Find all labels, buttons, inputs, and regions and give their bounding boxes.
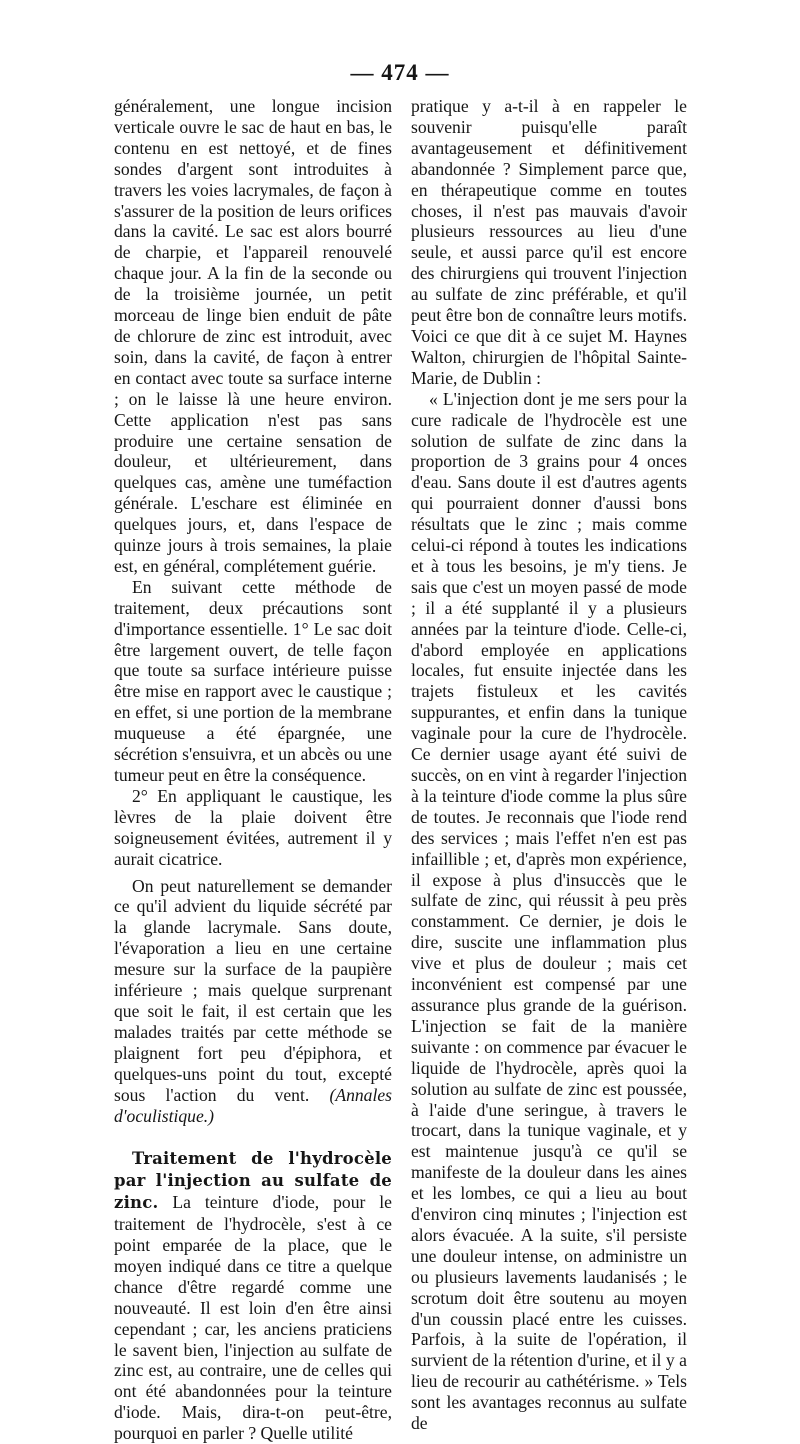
paragraph: [114, 876, 392, 1127]
paragraph: [114, 1148, 392, 1444]
paragraph: généralement, une longue incision verticale ouvre le sac de haut en bas, le contenu en est nettoyé, et de fines sondes d'argent sont introduites à travers les voies lacrymales, de façon à s'assurer de la position de leurs orifices dans la cavité. Le sac est alors bourré de charpie, et l'appareil renouvelé chaque jour. A la fin de la seconde ou de la troisième journée, un petit morceau de linge bien enduit de pâte de chlorure de zinc est introduit, avec soin, dans la cavité, de façon à entrer en contact avec toute sa surface interne ; on le laisse là une heure environ. Cette application n'est pas sans produire une certaine sensation de douleur, et ultérieurement, dans quelques cas, amène une tuméfaction générale. L'eschare est éliminée en quelques jours, et, dans l'espace de quinze jours à trois semaines, la plaie est, en général, complétement guérie.: [114, 96, 392, 576]
paragraph: pratique y a-t-il à en rappeler le souvenir puisqu'elle paraît avantageusement et définitivement abandonnée ? Simplement parce que, en thérapeutique comme en toutes choses, il n'est pas mauvais d'avoir plusieurs ressources au lieu d'une seule, et aussi parce qu'il est encore des chirurgiens qui trouvent l'injection au sulfate de zinc préférable, et qu'il peut être bon de connaître leurs motifs. Voici ce que dit à ce sujet M. Haynes Walton, chirurgien de l'hôpital Sainte-Marie, de Dublin :: [411, 96, 687, 388]
left-column: [114, 96, 392, 1444]
page-number: — 474 —: [350, 60, 450, 85]
paragraph: En suivant cette méthode de traitement, deux précautions sont d'importance essentielle. 1° Le sac doit être largement ouvert, de telle façon que toute sa surface intérieure puisse être mise en rapport avec le caustique ; en effet, si une portion de la membrane muqueuse a été épargnée, une sécrétion s'ensuivra, et un abcès ou une tumeur peut en être la conséquence.: [114, 576, 392, 785]
citation: (Annales d'oculistique.): [114, 1084, 393, 1126]
paragraph-text: On peut naturellement se demander ce qu'il advient du liquide sécrété par la glande lacrymale. Sans doute, l'évaporation a lieu en une certaine mesure sur la surface de la paupière inférieure ; mais quelque surprenant que soit le fait, il est certain que les malades traités par cette méthode se plaignent fort peu d'épiphora, et quelques-uns point du tout, excepté sous l'action du vent.: [114, 875, 392, 1105]
paragraph: 2° En appliquant le caustique, les lèvres de la plaie doivent être soigneusement évitées, autrement il y aurait cicatrice.: [114, 785, 392, 869]
right-column: [411, 96, 687, 1434]
paragraph-text: La teinture d'iode, pour le traitement de l'hydrocèle, s'est à ce point emparée de la place, que le moyen indiqué dans ce titre a quelque chance d'être regardé comme une nouveauté. Il est loin d'en être ainsi cependant ; car, les anciens praticiens le savent bien, l'injection au sulfate de zinc est, au contraire, une de celles qui ont été abandonnées pour la teinture d'iode. Mais, dira-t-on peut-être, pourquoi en parler ? Quelle utilité: [114, 1192, 392, 1444]
paragraph: « L'injection dont je me sers pour la cure radicale de l'hydrocèle est une solution de sulfate de zinc dans la proportion de 3 grains pour 4 onces d'eau. Sans doute il est d'autres agents qui pourraient donner d'aussi bons résultats que le zinc ; mais comme celui-ci répond à toutes les indications et à tous les besoins, je m'y tiens. Je sais que c'est un moyen passé de mode ; il a été supplanté il y a plusieurs années par la teinture d'iode. Celle-ci, d'abord employée en applications locales, fut ensuite injectée dans les trajets fistuleux et les cavités suppurantes, et enfin dans la tunique vaginale pour la cure de l'hydrocèle. Ce dernier usage ayant été suivi de succès, on en vint à regarder l'injection à la teinture d'iode comme la plus sûre de toutes. Je reconnais que l'iode rend des services ; mais l'effet n'en est pas infaillible ; et, d'après mon expérience, il expose à plus d'insuccès que le sulfate de zinc, qui réussit à peu près constamment. Ce dernier, je dois le dire, suscite une inflammation plus vive et plus de douleur ; mais cet inconvénient est compensé par une assurance plus grande de la guérison. L'injection se fait de la manière suivante : on commence par évacuer le liquide de l'hydrocèle, après quoi la solution au sulfate de zinc est poussée, à l'aide d'une seringue, à travers le trocart, dans la tunique vaginale, et y est maintenue jusqu'à ce qu'il se manifeste de la douleur dans les aines et les lombes, ce qui a lieu au bout d'environ cinq minutes ; l'injection est alors évacuée. A la suite, s'il persiste une douleur intense, on administre un ou plusieurs lavements laudanisés ; le scrotum doit être soutenu au moyen d'un coussin placé entre les cuisses. Parfois, à la suite de l'opération, il survient de la rétention d'urine, et il y a lieu de recourir au cathétérisme. » Tels sont les avantages reconnus au sulfate de: [411, 388, 687, 1434]
section-title: Traitement de l'hydrocèle par l'injection au sulfate de zinc.: [114, 1149, 392, 1213]
